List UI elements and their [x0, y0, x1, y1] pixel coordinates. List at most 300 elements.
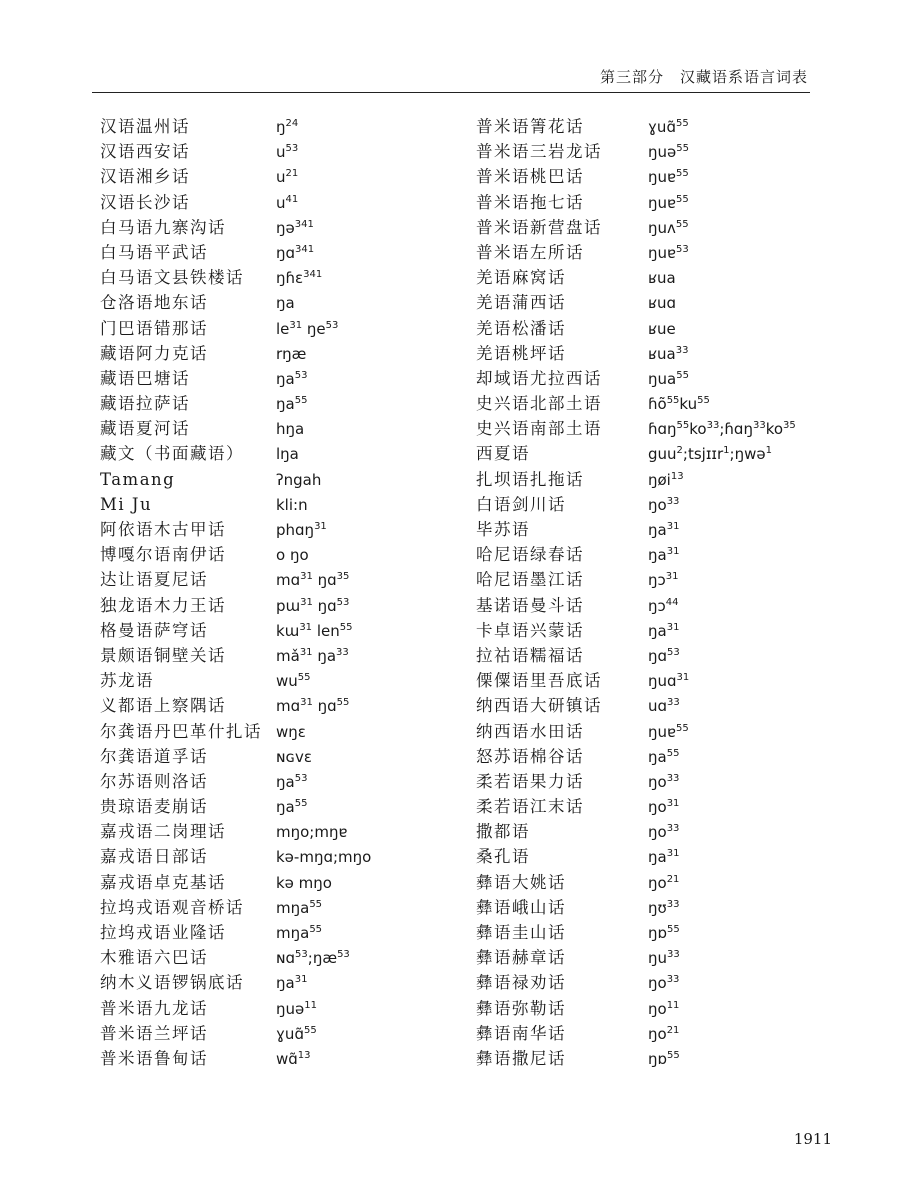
- word-form: [648, 392, 710, 417]
- entry-row: [476, 492, 796, 517]
- word-form: [648, 971, 679, 996]
- language-name: 博嘎尔语南伊话: [100, 545, 226, 565]
- word-form: [648, 820, 679, 845]
- form-segment: mɑ: [276, 697, 301, 716]
- word-form: [648, 997, 679, 1022]
- form-segment: ŋa: [312, 646, 337, 665]
- form-segment: ŋɑ: [276, 243, 296, 262]
- language-name: 彝语南华话: [476, 1023, 566, 1043]
- form-segment: mŋo;mŋɐ: [276, 823, 348, 842]
- language-name: Tamang: [100, 469, 176, 489]
- form-segment: len: [312, 621, 340, 640]
- entry-row: [476, 416, 796, 441]
- form-segment: ŋuʌ: [648, 218, 676, 237]
- entry-row: [100, 240, 371, 265]
- entry-row: [100, 164, 371, 189]
- entry-row: [476, 844, 796, 869]
- word-form: [276, 543, 309, 568]
- word-form: [276, 820, 347, 845]
- tone-superscript: 55: [309, 924, 323, 935]
- word-form: [648, 417, 796, 442]
- tone-superscript: 33: [675, 344, 689, 356]
- form-segment: ;tsjɪɪr: [682, 445, 724, 464]
- form-segment: hŋa: [276, 420, 305, 439]
- word-form: [648, 669, 689, 694]
- word-form: [648, 745, 679, 770]
- entry-row: [476, 794, 796, 819]
- word-form: [276, 896, 322, 921]
- language-name: 普米语兰坪话: [100, 1023, 208, 1043]
- entry-row: [476, 819, 796, 844]
- word-form: [276, 795, 307, 820]
- entry-row: [100, 693, 371, 718]
- entry-row: [476, 164, 796, 189]
- language-name: 拉坞戎语观音桥话: [100, 897, 244, 917]
- language-name: 普米语三岩龙话: [476, 142, 602, 162]
- word-form: [648, 568, 678, 593]
- form-segment: le: [276, 319, 290, 338]
- form-segment: lŋa: [276, 445, 299, 464]
- language-name: 彝语弥勒话: [476, 998, 566, 1018]
- word-form: [648, 1047, 680, 1072]
- language-name: 景颇语铜壁关话: [100, 645, 226, 665]
- entry-row: [476, 895, 796, 920]
- entry-row: [476, 139, 796, 164]
- language-name: 哈尼语绿春话: [476, 545, 584, 565]
- word-form: [276, 1022, 317, 1047]
- entry-row: [100, 114, 371, 139]
- language-name: 史兴语北部土语: [476, 394, 602, 414]
- form-segment: ŋo: [648, 999, 667, 1018]
- entry-row: [100, 441, 371, 466]
- language-name: 普米语鲁甸话: [100, 1048, 208, 1068]
- word-form: [276, 720, 306, 745]
- word-form: [276, 266, 322, 291]
- form-segment: ŋo: [648, 823, 667, 842]
- language-name: 尔龚语丹巴革什扎话: [100, 721, 262, 741]
- entry-row: [476, 970, 796, 995]
- tone-superscript: 53: [676, 243, 689, 255]
- language-name: Mi Ju: [100, 494, 153, 514]
- entry-row: [476, 744, 796, 769]
- language-name: 嘉戎语二岗理话: [100, 822, 226, 842]
- language-name: 彝语大姚话: [476, 872, 566, 892]
- form-segment: ŋə: [276, 218, 295, 237]
- language-name: 拉祜语糯福话: [476, 645, 584, 665]
- tone-superscript: 33: [666, 974, 680, 986]
- word-form: [648, 291, 676, 316]
- tone-superscript: 33: [706, 420, 720, 432]
- language-name: 苏龙语: [100, 671, 154, 691]
- entry-row: [100, 215, 371, 240]
- language-name: 达让语夏尼话: [100, 570, 208, 590]
- language-name: 桑孔语: [476, 847, 530, 867]
- form-segment: ŋɒ: [648, 924, 668, 942]
- form-segment: ŋe: [302, 319, 326, 338]
- tone-superscript: 31: [666, 621, 680, 633]
- entry-row: [476, 215, 796, 240]
- entry-row: [476, 920, 796, 945]
- word-form: [648, 720, 689, 745]
- word-form: [648, 946, 680, 971]
- form-segment: ŋøi: [648, 470, 671, 489]
- language-name: 羌语蒲西话: [476, 293, 566, 313]
- language-name: 白马语平武话: [100, 242, 208, 262]
- running-head: 第三部分 汉藏语系语言词表: [599, 68, 808, 86]
- word-form: [276, 216, 314, 241]
- language-name: 拉坞戎语业隆话: [100, 923, 226, 942]
- language-name: 哈尼语墨江话: [476, 570, 584, 590]
- tone-superscript: 31: [289, 319, 303, 331]
- tone-superscript: 53: [294, 369, 308, 381]
- entry-row: [100, 970, 371, 995]
- language-name: 藏语夏河话: [100, 419, 190, 439]
- entry-row: [476, 945, 796, 970]
- tone-superscript: 55: [675, 118, 689, 129]
- language-name: 彝语撒尼话: [476, 1048, 566, 1068]
- word-form: [276, 115, 298, 140]
- right-word-column: [476, 114, 796, 1071]
- entry-row: [100, 593, 371, 618]
- word-form: [648, 342, 689, 367]
- tone-superscript: 31: [666, 848, 680, 860]
- language-name: 嘉戎语卓克基话: [100, 872, 226, 892]
- form-segment: ŋɑ: [312, 571, 337, 590]
- word-form: [276, 669, 311, 694]
- language-name: 汉语温州话: [100, 117, 190, 136]
- entry-row: [100, 819, 371, 844]
- language-name: 尔龚语道孚话: [100, 746, 208, 766]
- form-segment: ŋʊ: [648, 898, 667, 917]
- entry-row: [476, 1046, 796, 1071]
- form-segment: ʁua: [648, 344, 676, 363]
- tone-superscript: 24: [285, 118, 299, 129]
- form-segment: guu: [648, 445, 677, 464]
- entry-row: [476, 567, 796, 592]
- word-form: [648, 1022, 679, 1047]
- form-segment: ŋa: [276, 974, 295, 993]
- form-segment: ŋuɐ: [648, 193, 677, 212]
- entry-row: [100, 895, 371, 920]
- tone-superscript: 55: [697, 395, 710, 407]
- tone-superscript: 33: [752, 420, 766, 432]
- entry-row: [476, 693, 796, 718]
- form-segment: ɴɢvɛ: [276, 747, 312, 766]
- form-segment: ŋa: [648, 546, 667, 565]
- entry-row: [100, 567, 371, 592]
- word-form: [276, 392, 307, 417]
- language-name: 藏语巴塘话: [100, 368, 190, 388]
- tone-superscript: 55: [297, 672, 311, 684]
- tone-superscript: 31: [300, 571, 313, 583]
- tone-superscript: 55: [336, 697, 350, 709]
- entry-row: [100, 844, 371, 869]
- tone-superscript: 55: [666, 747, 680, 759]
- word-form: [648, 795, 679, 820]
- word-form: [648, 921, 680, 946]
- tone-superscript: 341: [295, 243, 315, 255]
- entry-row: [100, 1021, 371, 1046]
- tone-superscript: 53: [294, 772, 308, 784]
- tone-superscript: 55: [675, 218, 689, 230]
- word-form: [276, 644, 349, 669]
- entry-row: [476, 618, 796, 643]
- form-segment: ŋo: [648, 974, 667, 993]
- tone-superscript: 33: [336, 646, 349, 658]
- form-segment: u: [276, 168, 286, 187]
- header-rule: [92, 92, 810, 93]
- language-name: 汉语长沙话: [100, 192, 190, 212]
- language-name: 羌语松潘话: [476, 318, 566, 338]
- entry-row: [100, 744, 371, 769]
- word-form: [276, 191, 298, 216]
- language-name: 门巴语错那话: [100, 318, 208, 338]
- entry-row: [476, 391, 796, 416]
- word-form: [648, 367, 689, 392]
- entry-row: [476, 467, 796, 492]
- entry-row: [476, 1021, 796, 1046]
- entry-row: [100, 996, 371, 1021]
- entry-row: [100, 391, 371, 416]
- word-form: [648, 442, 772, 467]
- word-form: [648, 845, 679, 870]
- form-segment: ŋuɑ: [648, 672, 677, 691]
- tone-superscript: 31: [300, 697, 313, 709]
- form-segment: ko: [689, 420, 707, 439]
- form-segment: ;ɦɑŋ: [719, 420, 753, 439]
- language-name: 藏语阿力克话: [100, 343, 208, 363]
- word-form: [648, 770, 679, 795]
- language-name: 怒苏语棉谷话: [476, 746, 584, 766]
- tone-superscript: 55: [309, 898, 323, 910]
- tone-superscript: 33: [666, 772, 680, 784]
- form-segment: ŋu: [648, 949, 668, 968]
- language-name: 彝语赫章话: [476, 948, 566, 968]
- form-segment: rŋæ: [276, 344, 307, 363]
- tone-superscript: 55: [339, 621, 353, 633]
- word-form: [276, 417, 304, 442]
- entry-row: [100, 542, 371, 567]
- word-form: [276, 140, 298, 165]
- tone-superscript: 53: [336, 596, 350, 608]
- entry-row: [476, 240, 796, 265]
- entry-row: [100, 643, 371, 668]
- word-form: [276, 342, 306, 367]
- word-form: [276, 1047, 311, 1072]
- tone-superscript: 31: [299, 621, 313, 633]
- form-segment: mɑ: [276, 571, 301, 590]
- word-form: [276, 594, 349, 619]
- language-name: 史兴语南部土语: [476, 419, 602, 439]
- entry-row: [100, 265, 371, 290]
- word-form: [648, 694, 680, 719]
- language-name: 格曼语萨穹话: [100, 620, 208, 640]
- form-segment: ɴɑ: [276, 949, 296, 968]
- entry-row: [100, 794, 371, 819]
- entry-row: [100, 517, 371, 542]
- form-segment: uɑ: [648, 697, 668, 716]
- form-segment: ŋ: [276, 118, 286, 136]
- entry-row: [100, 769, 371, 794]
- form-segment: ŋo: [648, 495, 667, 514]
- form-segment: o ŋo: [276, 546, 309, 565]
- form-segment: kə mŋo: [276, 873, 332, 892]
- language-name: 嘉戎语日部话: [100, 847, 208, 867]
- entry-row: [476, 265, 796, 290]
- word-form: [276, 317, 338, 342]
- language-name: 汉语湘乡话: [100, 167, 190, 187]
- tone-superscript: 21: [285, 168, 299, 180]
- form-segment: ŋa: [276, 798, 295, 817]
- tone-superscript: 55: [667, 924, 680, 935]
- entry-row: [100, 719, 371, 744]
- tone-superscript: 21: [666, 873, 680, 885]
- form-segment: ŋa: [276, 369, 295, 388]
- language-name: 彝语峨山话: [476, 897, 566, 917]
- word-form: [648, 594, 678, 619]
- tone-superscript: 53: [667, 646, 680, 658]
- tone-superscript: 31: [666, 798, 680, 810]
- word-form: [276, 241, 314, 266]
- word-form: [276, 770, 307, 795]
- language-name: 阿依语木古甲话: [100, 520, 226, 539]
- language-name: 白马语九寨沟话: [100, 217, 226, 237]
- tone-superscript: 33: [666, 495, 680, 507]
- form-segment: ŋo: [648, 798, 667, 817]
- form-segment: wɑ̃: [276, 1049, 298, 1068]
- tone-superscript: 55: [676, 143, 689, 155]
- entry-row: [100, 467, 371, 492]
- form-segment: mŋa: [276, 924, 310, 942]
- word-form: [276, 871, 332, 896]
- word-form: [276, 165, 298, 190]
- entry-row: [100, 190, 371, 215]
- form-segment: ŋo: [648, 873, 667, 892]
- word-form: [276, 946, 350, 971]
- form-segment: wu: [276, 672, 298, 691]
- tone-superscript: 33: [667, 949, 680, 961]
- tone-superscript: 55: [303, 1024, 317, 1036]
- form-segment: ŋa: [276, 395, 295, 414]
- form-segment: ;ŋæ: [307, 949, 338, 968]
- entry-row: [476, 870, 796, 895]
- word-form: [276, 468, 321, 493]
- form-segment: ŋɑ: [312, 596, 337, 615]
- tone-superscript: 21: [666, 1024, 680, 1036]
- word-form: [648, 871, 679, 896]
- tone-superscript: 33: [666, 823, 680, 835]
- tone-superscript: 31: [666, 546, 680, 558]
- language-name: 普米语拖七话: [476, 192, 584, 212]
- language-name: 藏文（书面藏语）: [100, 444, 244, 464]
- word-form: [276, 971, 307, 996]
- entry-row: [476, 517, 796, 542]
- word-form: [276, 694, 349, 719]
- language-name: 纳西语水田话: [476, 721, 584, 741]
- form-segment: ŋua: [648, 369, 677, 388]
- entry-row: [476, 441, 796, 466]
- tone-superscript: 13: [670, 470, 684, 482]
- language-name: 仓洛语地东话: [100, 293, 208, 313]
- word-form: [276, 442, 299, 467]
- form-segment: ŋa: [648, 848, 667, 867]
- tone-superscript: 55: [294, 395, 308, 407]
- tone-superscript: 55: [667, 1049, 680, 1061]
- tone-superscript: 31: [666, 521, 680, 532]
- tone-superscript: 41: [285, 193, 299, 205]
- tone-superscript: 341: [303, 269, 323, 281]
- tone-superscript: 53: [325, 319, 339, 331]
- word-form: [276, 745, 312, 770]
- tone-superscript: 33: [666, 898, 680, 910]
- entry-row: [100, 316, 371, 341]
- entry-row: [476, 769, 796, 794]
- language-name: 白语剑川话: [476, 494, 566, 514]
- language-name: 羌语桃坪话: [476, 343, 566, 363]
- language-name: 汉语西安话: [100, 142, 190, 162]
- word-form: [648, 191, 689, 216]
- tone-superscript: 53: [337, 949, 350, 961]
- form-segment: mŋa: [276, 898, 310, 917]
- form-segment: ŋa: [648, 747, 667, 766]
- entry-row: [476, 366, 796, 391]
- tone-superscript: 55: [676, 420, 690, 432]
- language-name: 扎坝语扎拖话: [476, 469, 584, 489]
- word-form: [276, 568, 349, 593]
- tone-superscript: 44: [665, 596, 679, 608]
- form-segment: ŋuɐ: [648, 243, 677, 262]
- tone-superscript: 31: [299, 646, 313, 658]
- word-form: [276, 493, 308, 518]
- entry-row: [476, 668, 796, 693]
- language-name: 彝语圭山话: [476, 923, 566, 942]
- tone-superscript: 35: [336, 571, 350, 583]
- tone-superscript: 341: [294, 218, 314, 230]
- word-form: [648, 140, 689, 165]
- language-name: 普米语箐花话: [476, 117, 584, 136]
- tone-superscript: 1: [765, 445, 772, 457]
- form-segment: ŋa: [276, 772, 295, 791]
- word-form: [276, 997, 317, 1022]
- tone-superscript: 53: [285, 143, 299, 155]
- language-name: 尔苏语则洛话: [100, 771, 208, 791]
- form-segment: ŋo: [648, 772, 667, 791]
- language-name: 西夏语: [476, 444, 530, 464]
- form-segment: ŋuɐ: [648, 722, 677, 741]
- language-name: 普米语桃巴话: [476, 167, 584, 187]
- entry-row: [476, 316, 796, 341]
- language-name: 普米语新营盘话: [476, 217, 602, 237]
- word-form: [276, 367, 307, 392]
- entry-row: [100, 492, 371, 517]
- form-segment: ŋa: [648, 521, 667, 539]
- tone-superscript: 31: [300, 596, 313, 608]
- language-name: 义都语上察隅话: [100, 696, 226, 716]
- page-number: 1911: [793, 1130, 832, 1148]
- form-segment: ku: [679, 395, 698, 414]
- form-segment: ŋɔ: [648, 596, 666, 615]
- tone-superscript: 55: [676, 369, 689, 381]
- tone-superscript: 55: [676, 168, 689, 180]
- language-name: 羌语麻窝话: [476, 268, 566, 288]
- form-segment: phɑŋ: [276, 521, 315, 539]
- form-segment: ʁue: [648, 319, 676, 338]
- language-name: 柔若语江末话: [476, 797, 584, 817]
- form-segment: ŋo: [648, 1024, 667, 1043]
- word-form: [648, 165, 689, 190]
- language-name: 普米语九龙话: [100, 998, 208, 1018]
- entry-row: [100, 618, 371, 643]
